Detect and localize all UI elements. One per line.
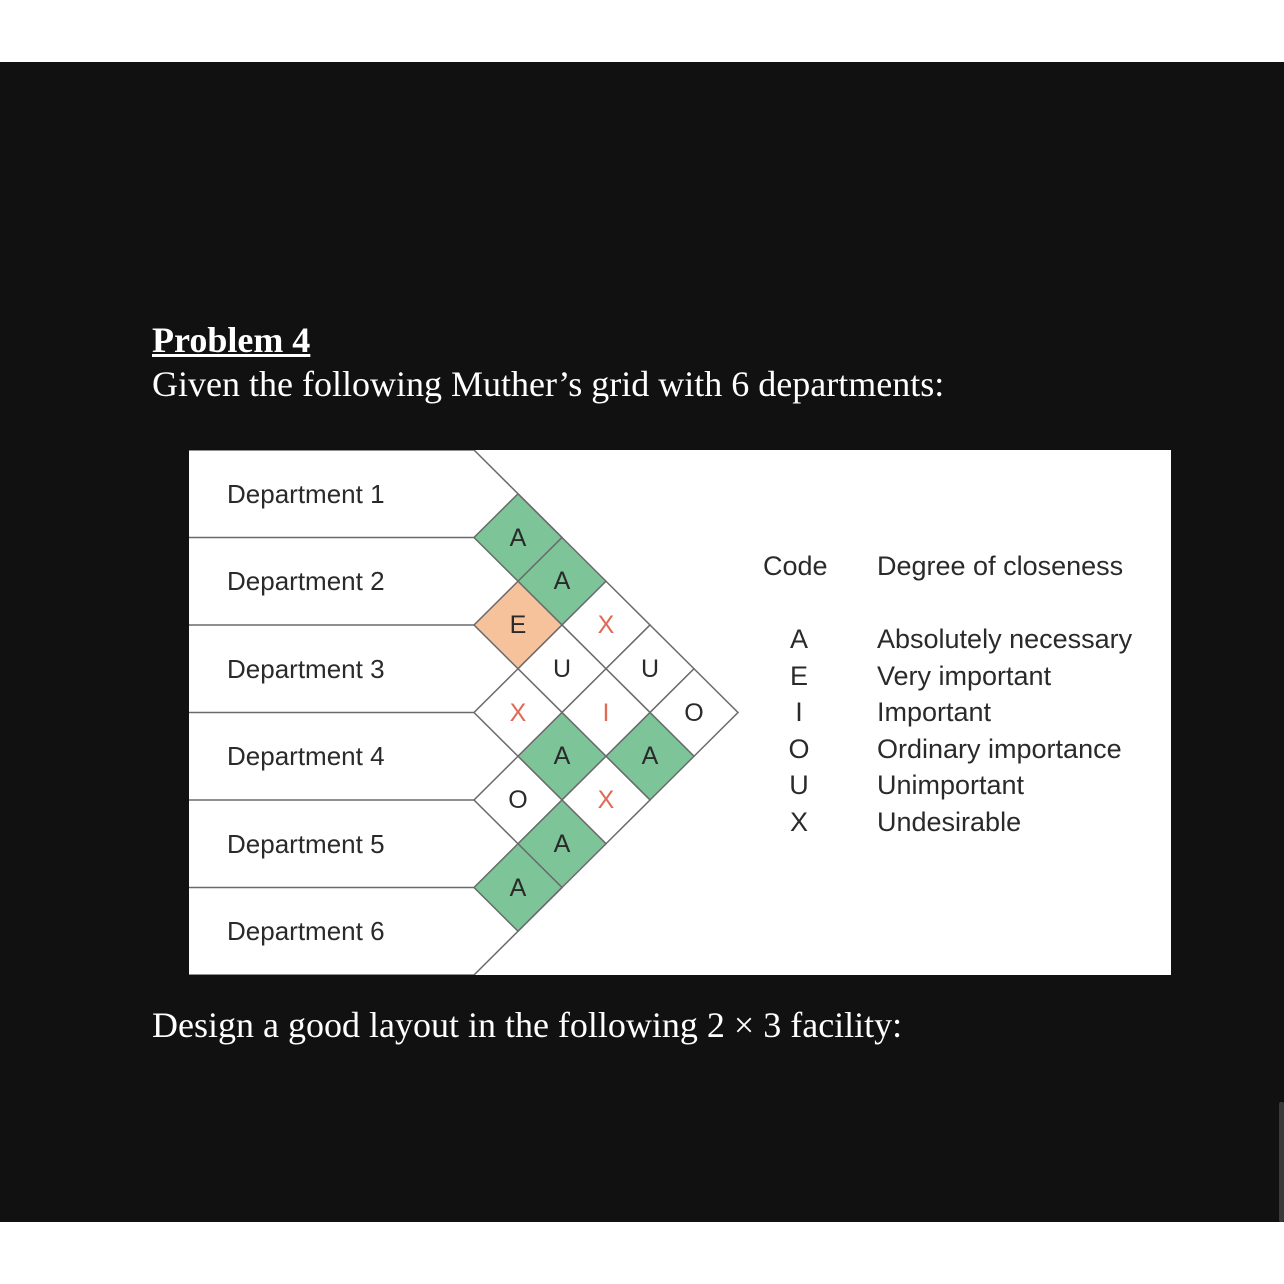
relationship-code: X: [597, 611, 615, 639]
relationship-code: A: [509, 523, 527, 552]
legend-description: Important: [877, 697, 992, 727]
problem-title: Problem 4: [152, 320, 311, 360]
department-label: Department 4: [227, 741, 385, 772]
relationship-code: A: [641, 742, 659, 771]
legend-code-header: Code: [763, 551, 828, 581]
problem-task: Design a good layout in the following 2 × 3 facility:: [152, 1005, 903, 1045]
department-label: Department 2: [227, 566, 385, 597]
relationship-code: A: [553, 829, 571, 858]
legend-description: Undesirable: [877, 806, 1022, 837]
relationship-code: A: [509, 873, 527, 902]
relationship-code: I: [602, 698, 610, 727]
legend-code: U: [789, 770, 809, 800]
problem-intro: Given the following Muther’s grid with 6 departments:: [152, 364, 945, 404]
muther-grid-figure: [189, 450, 1171, 975]
relationship-code: X: [597, 786, 615, 814]
department-label: Department 1: [227, 478, 385, 509]
department-label: Department 5: [227, 828, 385, 859]
department-label: Department 3: [227, 653, 385, 684]
legend-code: E: [789, 660, 808, 691]
legend-code: O: [788, 733, 810, 764]
legend-description: Unimportant: [877, 770, 1025, 800]
relationship-code: A: [553, 567, 571, 596]
legend-description: Absolutely necessary: [877, 624, 1133, 654]
relationship-code: E: [509, 611, 527, 639]
relationship-code: X: [509, 698, 527, 727]
relationship-code: U: [640, 654, 660, 683]
relationship-code: U: [552, 654, 572, 683]
department-label: Department 6: [227, 916, 385, 947]
legend-code: I: [795, 697, 803, 727]
legend-description: Very important: [877, 660, 1052, 691]
legend-desc-header: Degree of closeness: [877, 551, 1124, 581]
legend-description: Ordinary importance: [877, 733, 1122, 764]
scrollbar[interactable]: [1279, 1102, 1284, 1222]
legend-code: X: [789, 806, 808, 837]
relationship-code: O: [684, 698, 704, 727]
relationship-code: O: [508, 786, 528, 814]
relationship-code: A: [553, 742, 571, 771]
legend-code: A: [789, 624, 808, 654]
